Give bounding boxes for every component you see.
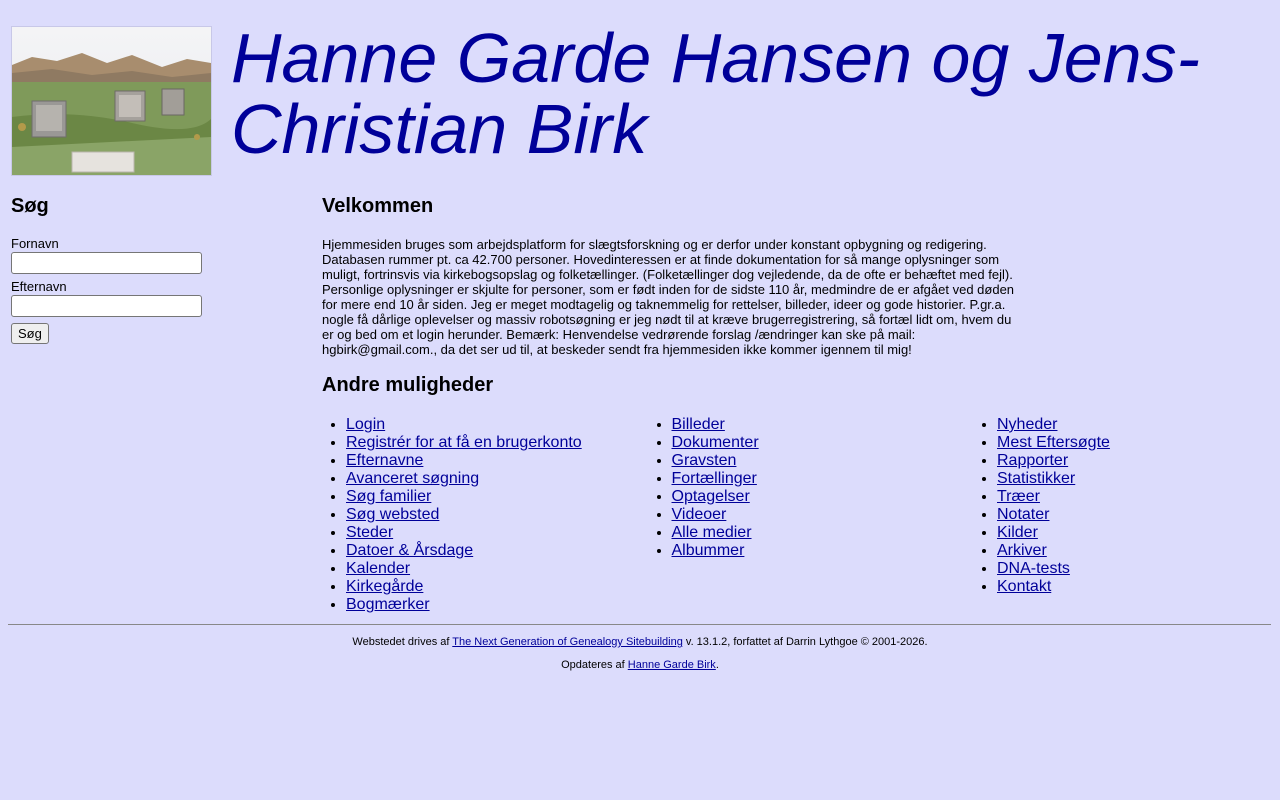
footer (0, 636, 1280, 682)
nav-link[interactable]: Nyheder (997, 416, 1058, 433)
link-list-item (346, 470, 648, 488)
page-title: Hanne Garde Hansen og Jens-Christian Birk (231, 19, 1200, 168)
nav-link[interactable]: Arkiver (997, 542, 1047, 559)
nav-link[interactable]: Dokumenter (671, 434, 759, 451)
nav-link[interactable]: Login (346, 416, 386, 433)
footer-line-2-prefix: Opdateres af (561, 659, 628, 671)
link-list-item (997, 524, 1272, 542)
link-list-item (997, 452, 1272, 470)
link-list-item (672, 506, 974, 524)
link-list-item (346, 452, 648, 470)
tng-link[interactable]: The Next Generation of Genealogy Sitebuilding (452, 636, 683, 648)
nav-link[interactable]: Registrér for at få en brugerkonto (346, 434, 582, 451)
link-list-item (997, 434, 1272, 452)
link-list-item (672, 416, 974, 434)
nav-link[interactable]: Gravsten (671, 452, 737, 469)
search-panel (11, 195, 291, 344)
link-list-item (672, 452, 974, 470)
link-list-item (672, 470, 974, 488)
nav-link[interactable]: Mest Eftersøgte (997, 434, 1110, 451)
nav-link[interactable]: Kontakt (997, 578, 1052, 595)
link-list-item (997, 416, 1272, 434)
nav-link[interactable]: Alle medier (671, 524, 752, 541)
welcome-heading: Velkommen (322, 195, 434, 217)
link-list-item (346, 524, 648, 542)
nav-link[interactable]: Bogmærker (346, 596, 430, 613)
link-list-item (346, 434, 648, 452)
link-list-item (672, 524, 974, 542)
link-list-item (346, 560, 648, 578)
nav-link[interactable]: Notater (997, 506, 1050, 523)
nav-link[interactable]: Albummer (671, 542, 745, 559)
link-list-item (672, 488, 974, 506)
nav-link[interactable]: Rapporter (997, 452, 1069, 469)
nav-link[interactable]: Træer (997, 488, 1040, 505)
maintainer-link[interactable]: Hanne Garde Birk (627, 659, 716, 671)
link-list-item (997, 578, 1272, 596)
nav-link[interactable]: Fortællinger (671, 470, 757, 487)
nav-link[interactable]: Søg familier (346, 488, 432, 505)
last-name-input[interactable] (11, 295, 202, 317)
site-header (11, 19, 1271, 176)
search-button[interactable]: Søg (11, 323, 49, 344)
footer-line-1 (0, 636, 1280, 649)
header-photo (11, 26, 212, 176)
link-list-item (346, 488, 648, 506)
links-column-1 (322, 416, 648, 614)
nav-link[interactable]: Søg websted (346, 506, 440, 523)
footer-line-2 (0, 659, 1280, 672)
nav-link[interactable]: Optagelser (671, 488, 750, 505)
link-list-item (997, 488, 1272, 506)
nav-link[interactable]: Efternavne (346, 452, 424, 469)
link-list-item (997, 560, 1272, 578)
nav-link[interactable]: Statistikker (997, 470, 1076, 487)
cemetery-photo (12, 27, 211, 175)
nav-link[interactable]: Avanceret søgning (346, 470, 480, 487)
link-list-item (346, 578, 648, 596)
link-list-item (346, 542, 648, 560)
nav-link[interactable]: Videoer (671, 506, 727, 523)
links-column-2 (648, 416, 974, 614)
link-list-item (997, 470, 1272, 488)
options-heading: Andre muligheder (322, 374, 494, 396)
footer-line-1-prefix: Webstedet drives af (352, 636, 453, 648)
link-columns (322, 416, 1272, 614)
nav-link[interactable]: Kalender (346, 560, 411, 577)
nav-link[interactable]: DNA-tests (997, 560, 1070, 577)
link-list-item (997, 542, 1272, 560)
nav-link[interactable]: Steder (346, 524, 394, 541)
link-list-item (997, 506, 1272, 524)
link-list-item (346, 416, 648, 434)
nav-link[interactable]: Kilder (997, 524, 1038, 541)
nav-link[interactable]: Kirkegårde (346, 578, 424, 595)
link-list-item (672, 434, 974, 452)
last-name-label: Efternavn (11, 279, 67, 294)
intro-text: Hjemmesiden bruges som arbejdsplatform for slægtsforskning og er derfor under konstant opbygning og redigering. Databasen rummer pt. ca 42.700 personer. Hovedinteressen er at finde dokumentation for så mange oplysninger som muligt, fortrinsvis via kirkebogsopslag og folketællinger. (Folketællinger dog vejledende, da de ofte er behæftet med fejl). Personlige oplysninger er skjulte for personer, som er født inden for de sidste 110 år, medmindre de er afgået ved døden for mere end 10 år siden. Jeg er meget modtagelig og taknemmelig for rettelser, billeder, ideer og gode historier. P.gr.a. nogle få dårlige oplevelser og massiv robotsøgning er jeg nødt til at kræve brugerregistrering, så fortæl lidt om, hvem du er og bed om et login herunder. Bemærk: Henvendelse vedrørende forslag /ændringer kan ske på mail: hgbirk@gmail.com., da det ser ud til, at beskeder sendt fra hjemmesiden ikke kommer igennem til mig! (322, 237, 1015, 357)
link-list-item (346, 506, 648, 524)
link-list-item (672, 542, 974, 560)
first-name-input[interactable] (11, 252, 202, 274)
first-name-label: Fornavn (11, 236, 59, 251)
nav-link[interactable]: Datoer & Årsdage (346, 542, 474, 559)
footer-line-2-suffix: . (715, 659, 719, 671)
link-list-item (346, 596, 648, 614)
main-content (322, 195, 1272, 614)
footer-divider (8, 624, 1271, 625)
footer-line-1-suffix: v. 13.1.2, forfattet af Darrin Lythgoe © 2001-2026. (682, 636, 928, 648)
nav-link[interactable]: Billeder (671, 416, 725, 433)
links-column-3 (973, 416, 1272, 614)
search-heading: Søg (11, 195, 49, 217)
